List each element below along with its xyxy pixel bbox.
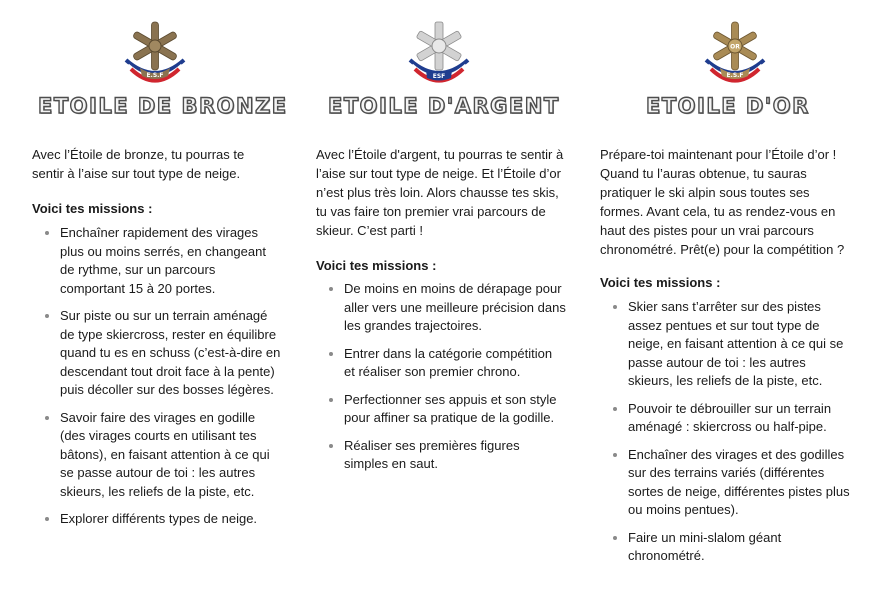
list-item: Skier sans t’arrêter sur des pistes assez pentues et sur tout type de neige, en faisant attention à ce qui se passe autour de toi : les autres skieurs, les reliefs de la piste, etc. <box>600 298 850 391</box>
list-item: Perfectionner ses appuis et son style pour affiner sa pratique de la godille. <box>316 391 566 428</box>
list-item: Explorer différents types de neige. <box>32 510 282 529</box>
or-missions-title: Voici tes missions : <box>600 275 721 290</box>
argent-missions-list <box>316 280 566 483</box>
list-item: Enchaîner des virages et des godilles sur des terrains variés (différentes sortes de neige, différentes pistes plus ou moins pentues). <box>600 446 850 520</box>
list-item: Faire un mini-slalom géant chronométré. <box>600 529 850 566</box>
gold-star-badge-icon <box>700 16 770 88</box>
argent-intro: Avec l’Étoile d'argent, tu pourras te sentir à l’aise sur tout type de neige. Et l’Étoile d’or n’est plus très loin. Alors chausse tes skis, tu vas faire ton premier vrai parcours de skieur. C’est parti ! <box>316 147 564 238</box>
or-missions-list <box>600 298 850 575</box>
bronze-intro: Avec l’Étoile de bronze, tu pourras te sentir à l’aise sur tout type de neige. <box>32 147 245 181</box>
svg-text:E.S.F: E.S.F <box>726 72 744 79</box>
silver-star-badge-icon <box>404 16 474 88</box>
bronze-title: ETOILE DE BRONZE <box>38 94 288 118</box>
bronze-star-badge-icon <box>120 16 190 88</box>
bronze-missions-title: Voici tes missions : <box>32 201 153 216</box>
list-item: Savoir faire des virages en godille (des virages courts en utilisant tes bâtons), en faisant attention à ce qui se passe autour de toi : les autres skieurs, les reliefs de la piste, etc. <box>32 409 282 502</box>
or-title: ETOILE D'OR <box>646 94 810 118</box>
list-item: Pouvoir te débrouiller sur un terrain aménagé : skiercross ou half-pipe. <box>600 400 850 437</box>
list-item: Réaliser ses premières figures simples en saut. <box>316 437 566 474</box>
list-item: Sur piste ou sur un terrain aménagé de type skiercross, rester en équilibre quand tu es en schuss (c’est-à-dire en descendant tout droit face à la pente) puis décoller sur des bosses légères. <box>32 307 282 400</box>
argent-title: ETOILE D'ARGENT <box>328 94 560 118</box>
svg-text:E.S.F: E.S.F <box>146 72 164 79</box>
list-item: Entrer dans la catégorie compétition et réaliser son premier chrono. <box>316 345 566 382</box>
bronze-missions-list <box>32 224 282 538</box>
or-intro: Prépare-toi maintenant pour l’Étoile d’or ! Quand tu l’auras obtenue, tu sauras pratiquer le ski alpin sous toutes ses formes. Avant cela, tu as rendez-vous en haut des pistes pour un vrai parcours chronométré. Prêt(e) pour la compétition ? <box>600 147 845 257</box>
list-item: De moins en moins de dérapage pour aller vers une meilleure précision dans les grandes trajectoires. <box>316 280 566 336</box>
list-item: Enchaîner rapidement des virages plus ou moins serrés, en changeant de rythme, sur un parcours comportant 15 à 20 portes. <box>32 224 282 298</box>
svg-text:ESF: ESF <box>432 73 446 80</box>
argent-missions-title: Voici tes missions : <box>316 258 437 273</box>
svg-text:OR: OR <box>730 43 740 51</box>
